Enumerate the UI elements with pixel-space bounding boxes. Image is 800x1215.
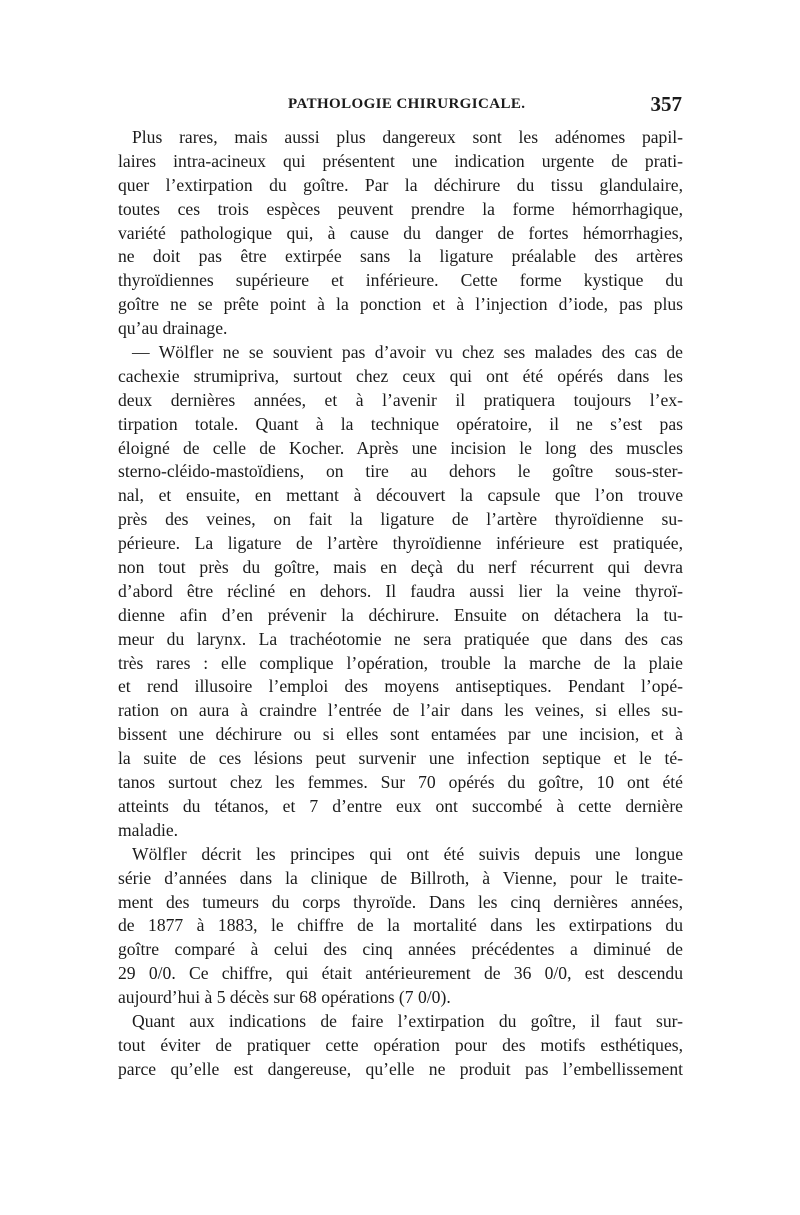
- text-line: atteints du tétanos, et 7 d’entre eux ont succombé à cette dernière: [118, 795, 683, 816]
- text-line: 29 0/0. Ce chiffre, qui était antérieurement de 36 0/0, est descendu: [118, 963, 683, 984]
- text-line: et rend illusoire l’emploi des moyens antiseptiques. Pendant l’opé-: [118, 676, 683, 697]
- text-line: périeure. La ligature de l’artère thyroïdienne inférieure est pratiquée,: [118, 533, 683, 554]
- text-line: tirpation totale. Quant à la technique opératoire, il ne s’est pas: [118, 413, 683, 434]
- text-line: série d’années dans la clinique de Billroth, à Vienne, pour le traite-: [118, 867, 683, 888]
- text-line: laires intra-acineux qui présentent une indication urgente de prati-: [118, 150, 683, 171]
- text-line: Plus rares, mais aussi plus dangereux sont les adénomes papil-: [132, 127, 683, 147]
- running-title: PATHOLOGIE CHIRURGICALE.: [288, 96, 526, 112]
- page-number: 357: [650, 92, 682, 116]
- text-line: tout éviter de pratiquer cette opération pour des motifs esthétiques,: [118, 1034, 683, 1055]
- text-line: Quant aux indications de faire l’extirpation du goître, il faut sur-: [132, 1010, 683, 1031]
- text-line: quer l’extirpation du goître. Par la déchirure du tissu glandulaire,: [118, 174, 683, 195]
- text-line: ment des tumeurs du corps thyroïde. Dans les cinq dernières années,: [118, 891, 683, 912]
- text-line: cachexie strumipriva, surtout chez ceux qui ont été opérés dans les: [118, 365, 683, 386]
- text-line: aujourd’hui à 5 décès sur 68 opérations (7 0/0).: [118, 987, 451, 1008]
- text-line: goître ne se prête point à la ponction et à l’injection d’iode, pas plus: [118, 294, 683, 315]
- text-line: de 1877 à 1883, le chiffre de la mortalité dans les extirpations du: [118, 915, 683, 936]
- text-line: tanos surtout chez les femmes. Sur 70 opérés du goître, 10 ont été: [118, 772, 683, 793]
- text-line: nal, et ensuite, en mettant à découvert la capsule que l’on trouve: [118, 485, 683, 506]
- text-line: thyroïdiennes supérieure et inférieure. Cette forme kystique du: [118, 270, 683, 291]
- text-line: toutes ces trois espèces peuvent prendre la forme hémorrhagique,: [118, 198, 683, 219]
- text-line: éloigné de celle de Kocher. Après une incision le long des muscles: [118, 437, 683, 458]
- text-line: — Wölfler ne se souvient pas d’avoir vu chez ses malades des cas de: [132, 342, 683, 363]
- text-line: maladie.: [118, 819, 179, 840]
- text-line: Wölfler décrit les principes qui ont été suivis depuis une longue: [132, 843, 683, 864]
- text-line: variété pathologique qui, à cause du danger de fortes hémorrhagies,: [118, 222, 683, 243]
- text-line: ne doit pas être extirpée sans la ligature préalable des artères: [118, 246, 683, 267]
- text-line: sterno-cléido-mastoïdiens, on tire au dehors le goître sous-ster-: [118, 461, 683, 482]
- text-line: qu’au drainage.: [118, 318, 228, 339]
- page-header: [118, 92, 682, 122]
- text-line: près des veines, on fait la ligature de l’artère thyroïdienne su-: [118, 509, 683, 530]
- text-line: parce qu’elle est dangereuse, qu’elle ne produit pas l’embellissement: [118, 1058, 683, 1079]
- text-line: meur du larynx. La trachéotomie ne sera pratiquée que dans des cas: [118, 628, 683, 649]
- text-line: d’abord être récliné en dehors. Il faudra aussi lier la veine thyroï-: [118, 580, 683, 601]
- text-line: bissent une déchirure ou si elles sont entamées par une incision, et à: [118, 724, 683, 745]
- text-line: goître comparé à celui des cinq années précédentes a diminué de: [118, 939, 683, 960]
- body-text: [118, 126, 683, 1082]
- text-line: non tout près du goître, mais en deçà du nerf récurrent qui devra: [118, 557, 683, 578]
- text-line: deux dernières années, et à l’avenir il pratiquera toujours l’ex-: [118, 389, 683, 410]
- text-line: dienne afin d’en prévenir la déchirure. Ensuite on détachera la tu-: [118, 604, 683, 625]
- text-line: ration on aura à craindre l’entrée de l’air dans les veines, si elles su-: [118, 700, 683, 721]
- text-line: la suite de ces lésions peut survenir une infection septique et le té-: [118, 748, 683, 769]
- text-line: très rares : elle complique l’opération, trouble la marche de la plaie: [118, 652, 683, 673]
